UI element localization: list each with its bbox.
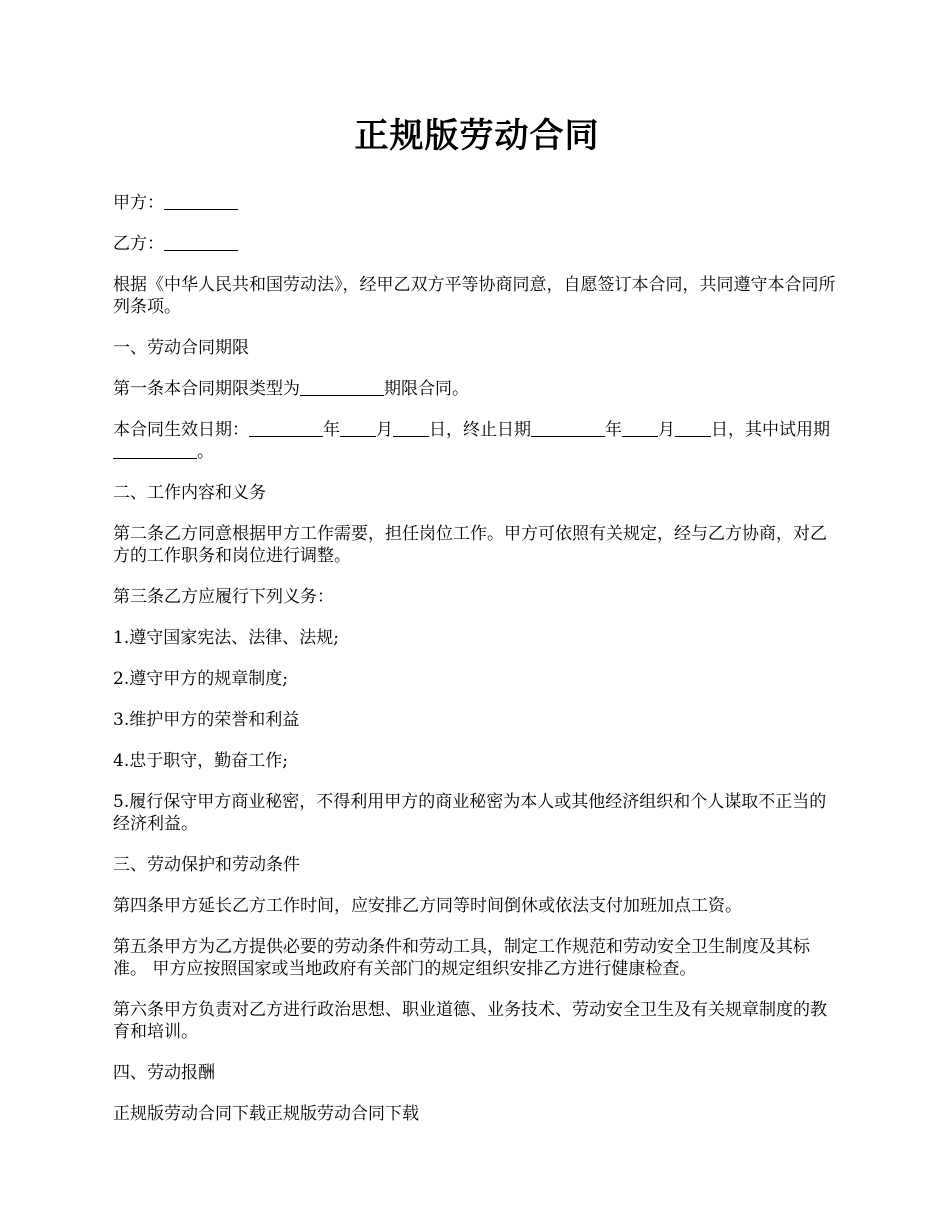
party-a-blank <box>164 192 238 210</box>
party-b-label: 乙方： <box>113 234 164 254</box>
party-b-line <box>113 233 841 255</box>
start-month-blank <box>340 419 376 437</box>
party-b-blank <box>164 233 238 251</box>
article6-paragraph: 第六条甲方负责对乙方进行政治思想、职业道德、业务技术、劳动安全卫生及有关规章制度的教育和培训。 <box>113 1000 827 1042</box>
party-a-line <box>113 192 841 214</box>
probation-blank <box>113 441 197 459</box>
section3-heading: 三、劳动保护和劳动条件 <box>113 855 300 875</box>
year-label: 年 <box>323 420 340 440</box>
start-day-blank <box>393 419 429 437</box>
end-year-blank <box>531 419 605 437</box>
probation-label: 日，其中试用期 <box>711 420 830 440</box>
end-month-blank <box>622 419 658 437</box>
duty-item-3: 3.维护甲方的荣誉和利益 <box>113 710 300 730</box>
party-a-label: 甲方： <box>113 193 164 213</box>
contract-type-blank <box>300 378 384 396</box>
article3-paragraph: 第三条乙方应履行下列义务： <box>113 587 334 607</box>
section4-heading: 四、劳动报酬 <box>113 1063 215 1083</box>
duty-item-2: 2.遵守甲方的规章制度; <box>113 669 288 689</box>
duty-item-5: 5.履行保守甲方商业秘密，不得利用甲方的商业秘密为本人或其他经济组织和个人谋取不正当的经济利益。 <box>113 792 827 834</box>
document-page <box>113 110 841 1144</box>
document-title: 正规版劳动合同 <box>354 116 600 156</box>
start-year-blank <box>249 419 323 437</box>
article2-paragraph: 第二条乙方同意根据甲方工作需要，担任岗位工作。甲方可依照有关规定，经与乙方协商，对乙方的工作职务和岗位进行调整。 <box>113 524 827 566</box>
month-label-2: 月 <box>658 420 675 440</box>
end-day-blank <box>675 419 711 437</box>
intro-paragraph: 根据《中华人民共和国劳动法》，经甲乙双方平等协商同意，自愿签订本合同，共同遵守本合同所列条项。 <box>113 275 836 317</box>
article1-prefix: 第一条本合同期限类型为 <box>113 379 300 399</box>
article1-paragraph <box>113 378 841 400</box>
dates-paragraph <box>113 419 841 463</box>
effective-date-label: 本合同生效日期： <box>113 420 249 440</box>
end-date-label: 日，终止日期 <box>429 420 531 440</box>
footer-download-text: 正规版劳动合同下载正规版劳动合同下载 <box>113 1104 419 1124</box>
duty-item-1: 1.遵守国家宪法、法律、法规; <box>113 628 339 648</box>
year-label-2: 年 <box>605 420 622 440</box>
section2-heading: 二、工作内容和义务 <box>113 483 266 503</box>
month-label: 月 <box>376 420 393 440</box>
period-end: 。 <box>197 442 214 462</box>
section1-heading: 一、劳动合同期限 <box>113 338 249 358</box>
article5-paragraph: 第五条甲方为乙方提供必要的劳动条件和劳动工具，制定工作规范和劳动安全卫生制度及其标准。 甲方应按照国家或当地政府有关部门的规定组织安排乙方进行健康检查。 <box>113 937 810 979</box>
article1-suffix: 期限合同。 <box>384 379 469 399</box>
duty-item-4: 4.忠于职守，勤奋工作; <box>113 751 288 771</box>
article4-paragraph: 第四条甲方延长乙方工作时间，应安排乙方同等时间倒休或依法支付加班加点工资。 <box>113 896 742 916</box>
